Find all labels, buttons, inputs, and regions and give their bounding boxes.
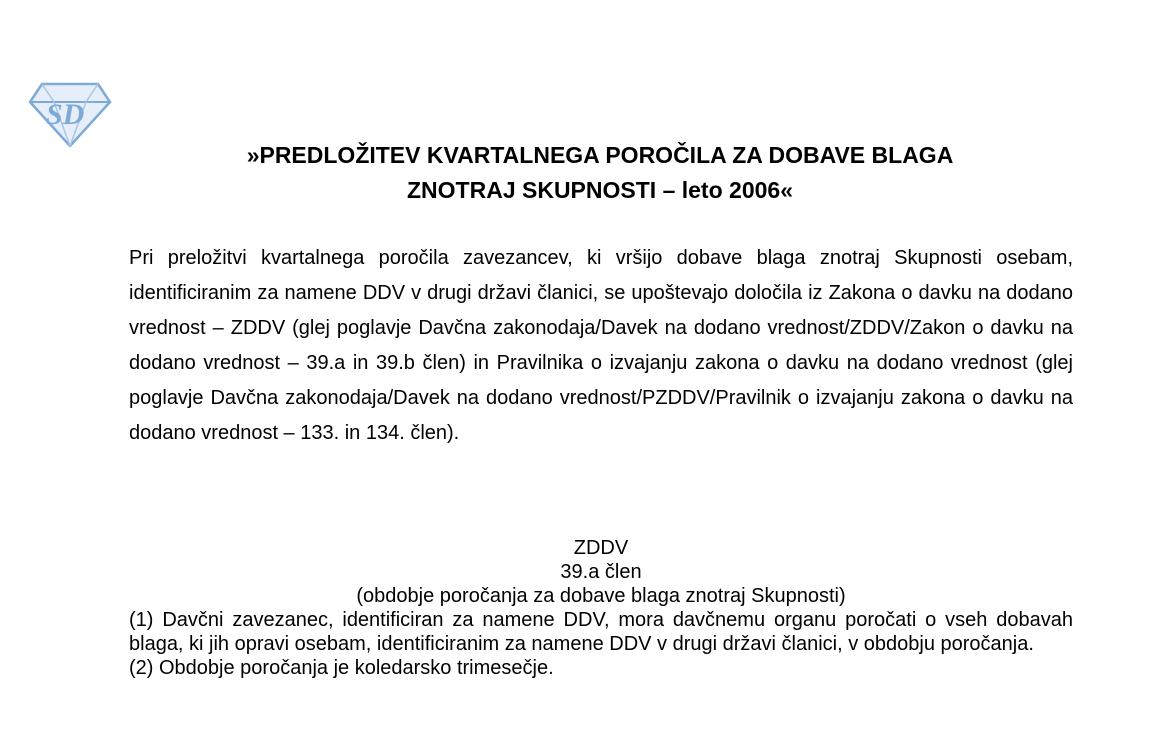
document-title (100, 138, 1100, 208)
law-name: ZDDV (573, 537, 629, 559)
law-paragraph-1: (1) Davčni zavezanec, identificiran za namene DDV, mora davčnemu organu poročati o vseh dobavah blaga, ki jih opravi osebam, identificiranim za namene DDV v drugi državi članici, v obdobju poročanja. (129, 609, 1073, 655)
logo-text: SD (46, 98, 85, 131)
intro-paragraph: Pri preložitvi kvartalnega poročila zavezancev, ki vršijo dobave blaga znotraj Skupnosti osebam, identificiranim za namene DDV v drugi državi članici, se upoštevajo določila iz Zakona o davku na dodano vrednost – ZDDV (glej poglavje Davčna zakonodaja/Davek na dodano vrednost/ZDDV/Zakon o davku na dodano vrednost – 39.a in 39.b člen) in Pravilnika o izvajanju zakona o davku na dodano vrednost (glej poglavje Davčna zakonodaja/Davek na dodano vrednost/PZDDV/Pravilnik o izvajanju zakona o davku na dodano vrednost – 133. in 134. člen). (129, 247, 1073, 444)
title-line-2: ZNOTRAJ SKUPNOSTI – leto 2006« (407, 177, 793, 203)
law-article-subtitle: (obdobje poročanja za dobave blaga znotraj Skupnosti) (356, 585, 846, 607)
law-article: 39.a člen (560, 561, 642, 583)
title-line-1: »PREDLOŽITEV KVARTALNEGA POROČILA ZA DOBAVE BLAGA (246, 142, 954, 168)
law-excerpt (129, 536, 1073, 680)
law-paragraph-2: (2) Obdobje poročanja je koledarsko trimesečje. (129, 657, 554, 679)
